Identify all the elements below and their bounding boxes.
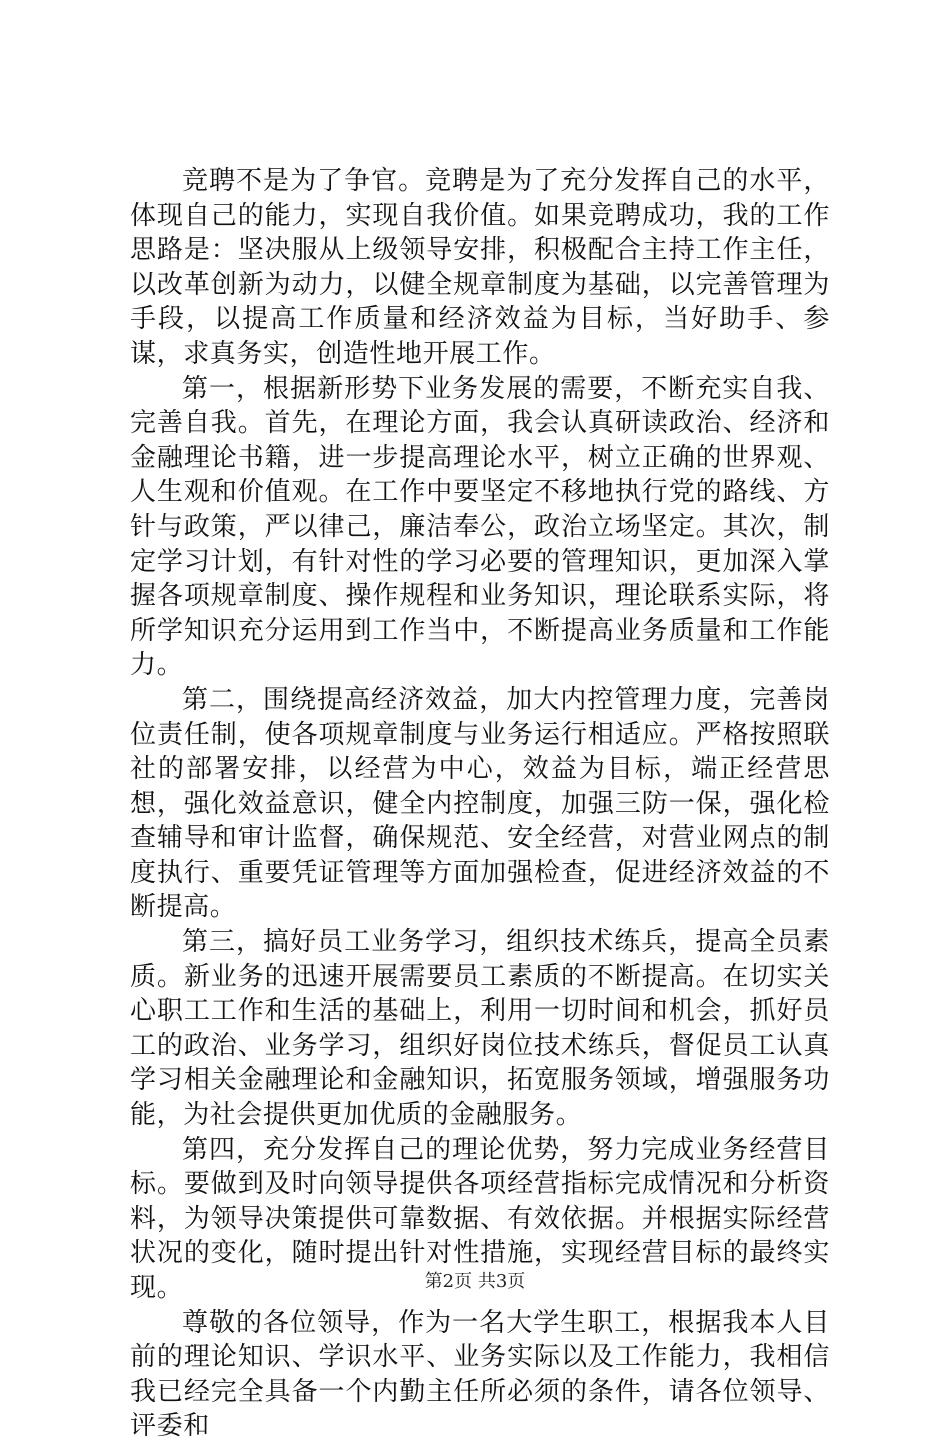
paragraph-third-point: 第三，搞好员工业务学习，组织技术练兵，提高全员素质。新业务的迅速开展需要员工素质的不断提高。在切实关心职工工作和生活的基础上，利用一切时间和机会，抓好员工的政治、业务学习，组织好岗位技术练兵，督促员工认真学习相关金融理论和金融知识，拓宽服务领域，增强服务功能，为社会提供更加优质的金融服务。 [130,927,830,1131]
paragraph-second-point: 第二，围绕提高经济效益，加大内控管理力度，完善岗位责任制，使各项规章制度与业务运行相适应。严格按照联社的部署安排，以经营为中心，效益为目标，端正经营思想，强化效益意识，健全内控制度，加强三防一保，强化检查辅导和审计监督，确保规范、安全经营，对营业网点的制度执行、重要凭证管理等方面加强检查，促进经济效益的不断提高。 [130,684,830,923]
paragraph-closing: 尊敬的各位领导，作为一名大学生职工，根据我本人目前的理论知识、学识水平、业务实际以及工作能力，我相信我已经完全具备一个内勤主任所必须的条件，请各位领导、评委和 [130,1307,830,1442]
paragraph-fourth-point: 第四，充分发挥自己的理论优势，努力完成业务经营目标。要做到及时向领导提供各项经营指标完成情况和分析资料，为领导决策提供可靠数据、有效依据。并根据实际经营状况的变化，随时提出针对性措施，实现经营目标的最终实现。 [130,1134,830,1303]
paragraph-intro: 竞聘不是为了争官。竞聘是为了充分发挥自己的水平，体现自己的能力，实现自我价值。如果竞聘成功，我的工作思路是：坚决服从上级领导安排，积极配合主持工作主任，以改革创新为动力，以健全规章制度为基础，以完善管理为手段，以提高工作质量和经济效益为目标，当好助手、参谋，求真务实，创造性地开展工作。 [130,166,830,369]
page-number-footer: 第2页 共3页 [424,1271,526,1292]
document-body [130,164,830,1444]
paragraph-first-point: 第一，根据新形势下业务发展的需要，不断充实自我、完善自我。首先，在理论方面，我会认真研读政治、经济和金融理论书籍，进一步提高理论水平，树立正确的世界观、人生观和价值观。在工作中要坚定不移地执行党的路线、方针与政策，严以律己，廉洁奉公，政治立场坚定。其次，制定学习计划，有针对性的学习必要的管理知识，更加深入掌握各项规章制度、操作规程和业务知识，理论联系实际，将所学知识充分运用到工作当中，不断提高业务质量和工作能力。 [130,373,830,681]
